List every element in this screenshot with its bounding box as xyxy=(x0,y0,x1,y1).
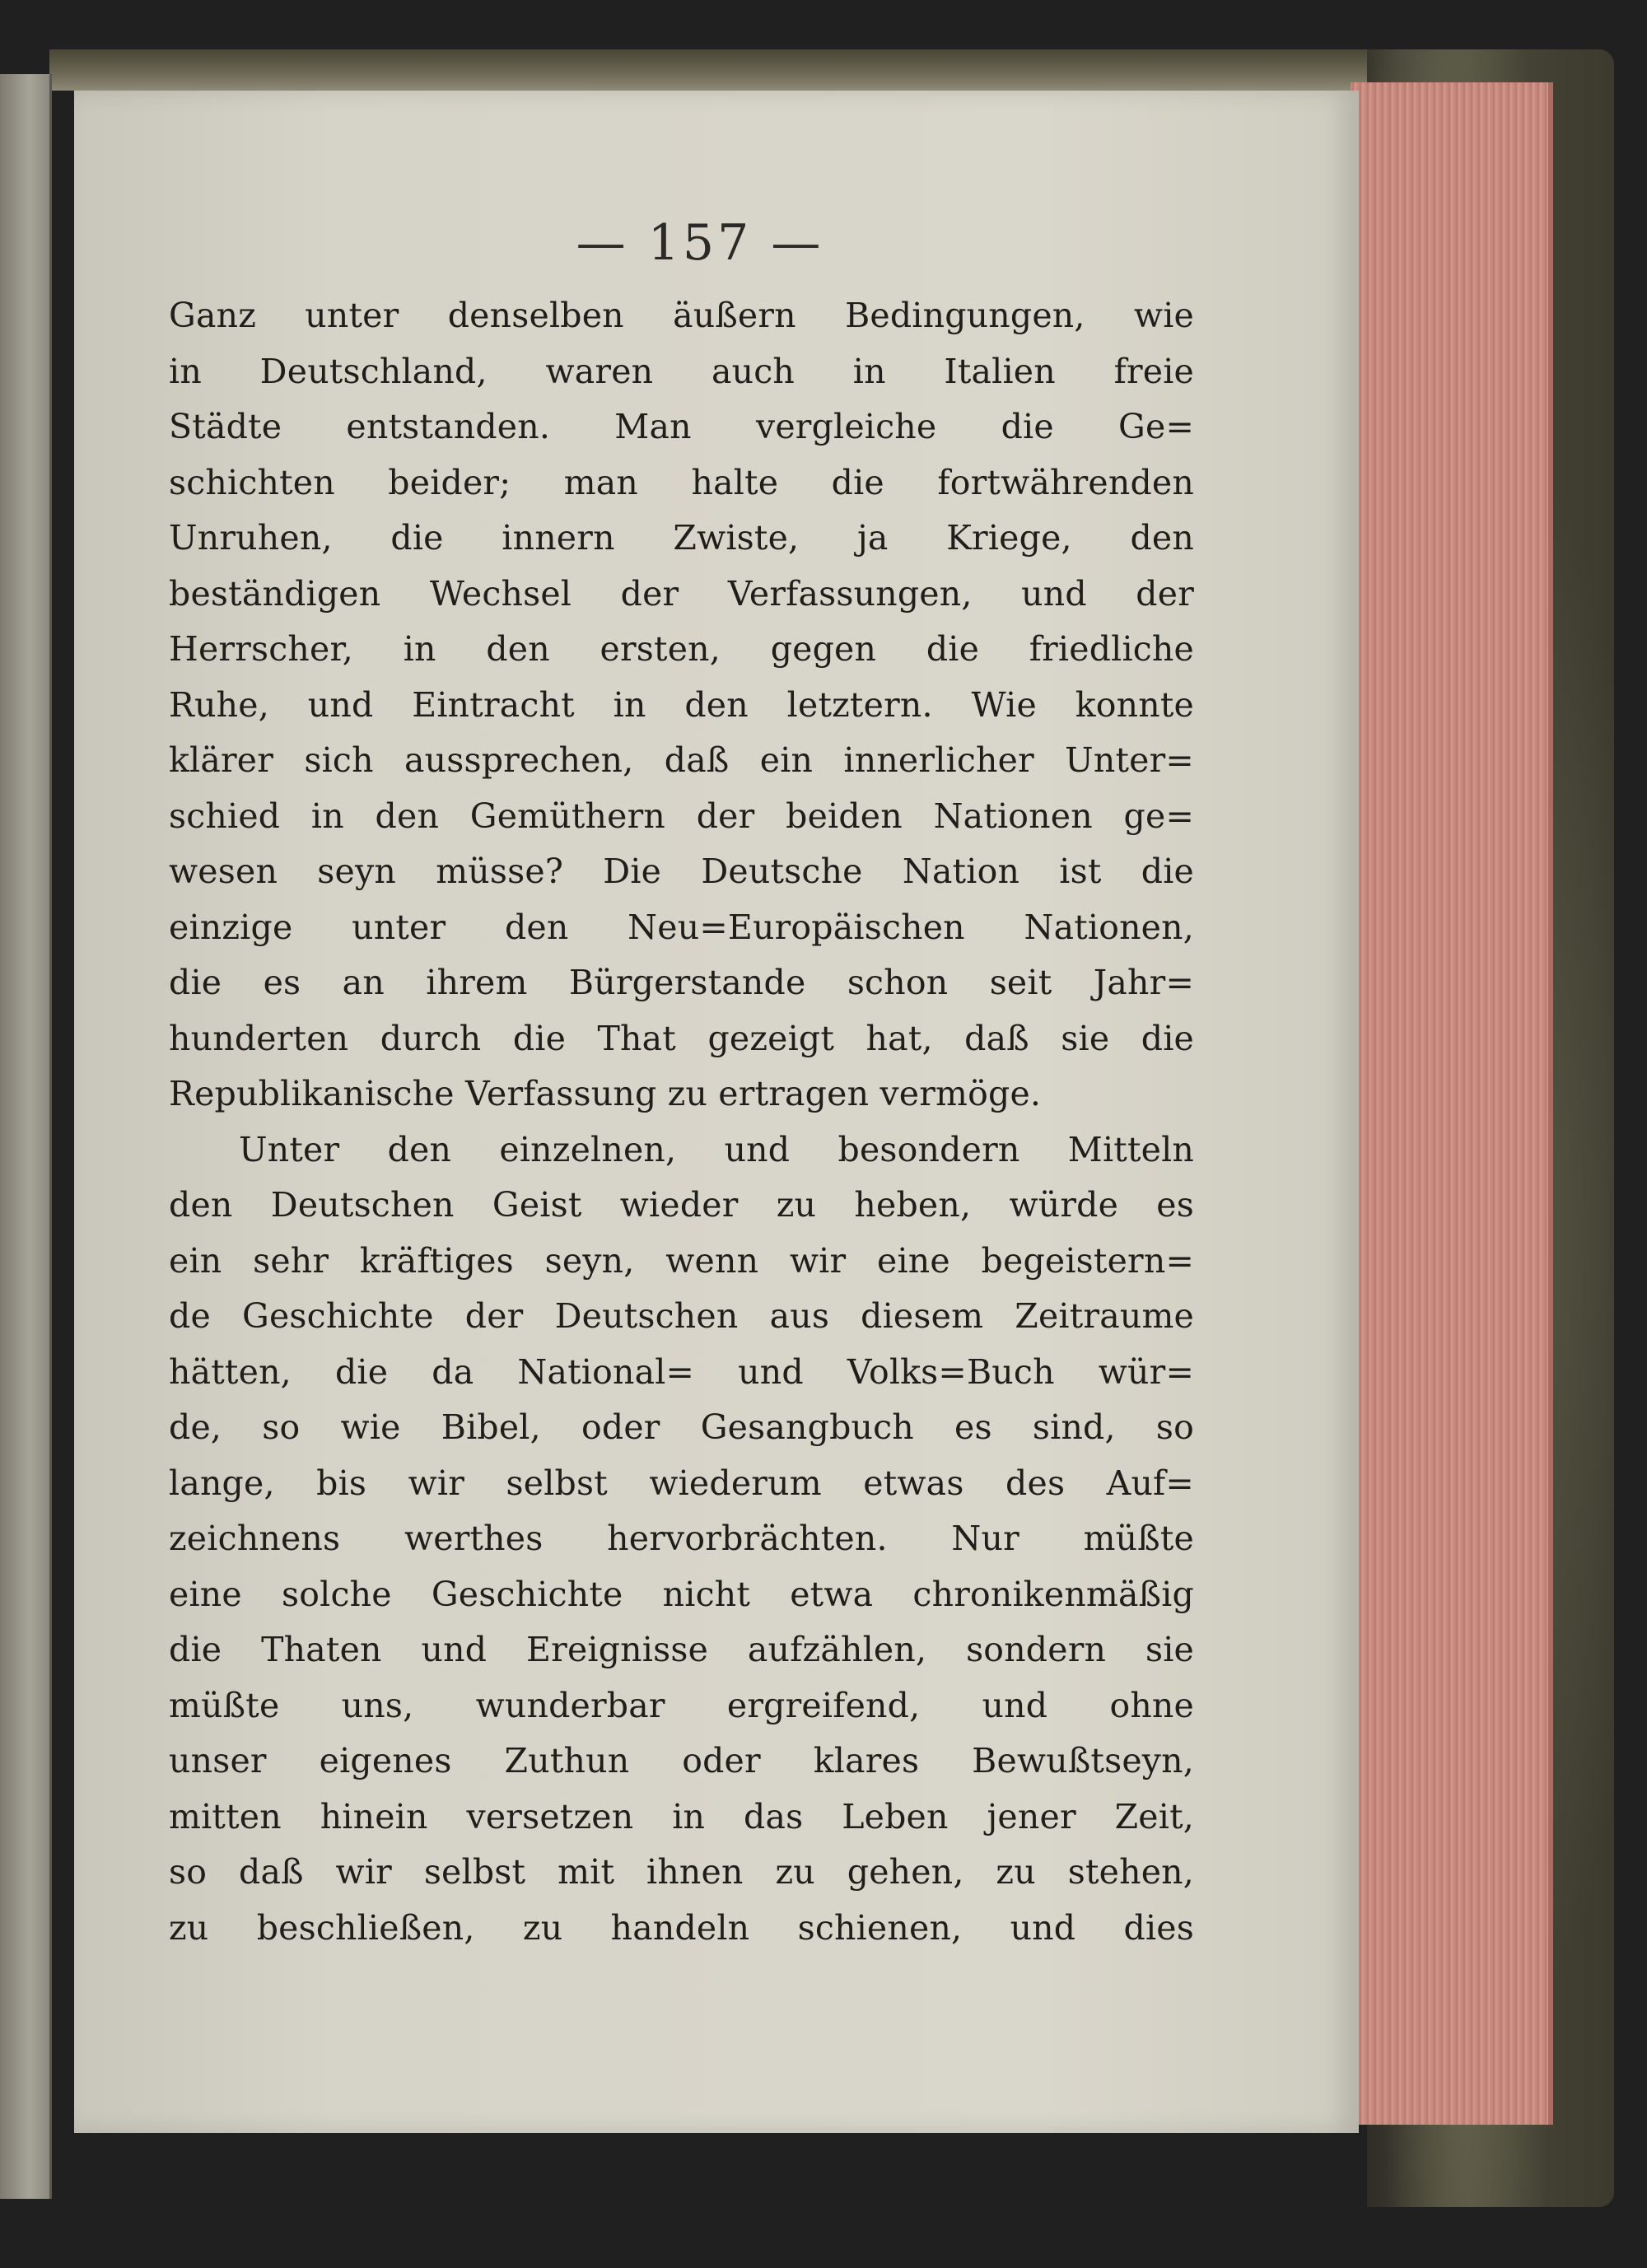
text-line: Herrscher, in den ersten, gegen die friedliche xyxy=(169,629,1194,669)
book-spine-top xyxy=(49,49,1565,91)
text-line: schichten beider; man halte die fortwährenden xyxy=(169,462,1194,502)
text-line: müßte uns, wunderbar ergreifend, und ohne xyxy=(169,1685,1194,1725)
text-line: unser eigenes Zuthun oder klares Bewußtseyn, xyxy=(169,1741,1194,1780)
text-line: Ruhe, und Eintracht in den letztern. Wie konnte xyxy=(169,684,1194,725)
text-line: eine solche Geschichte nicht etwa chronikenmäßig xyxy=(169,1574,1194,1614)
text-line: Ganz unter denselben äußern Bedingungen, wie xyxy=(169,296,1194,335)
text-line: Städte entstanden. Man vergleiche die Ge= xyxy=(169,407,1194,446)
page-edges xyxy=(1351,82,1553,2125)
text-line: die Thaten und Ereignisse aufzählen, sondern sie xyxy=(169,1630,1194,1669)
text-line: in Deutschland, waren auch in Italien freie xyxy=(169,351,1194,391)
text-line: zu beschließen, zu handeln schienen, und dies xyxy=(169,1907,1194,1948)
text-line: Unruhen, die innern Zwiste, ja Kriege, den xyxy=(169,518,1194,558)
body-text xyxy=(169,288,1194,1956)
text-line: hätten, die da National= und Volks=Buch wür= xyxy=(169,1351,1194,1392)
book-page xyxy=(74,91,1359,2133)
text-line: einzige unter den Neu=Europäischen Nationen, xyxy=(169,907,1194,947)
text-line: hunderten durch die That gezeigt hat, daß sie die xyxy=(169,1018,1194,1058)
facing-page-edge xyxy=(0,74,52,2199)
text-line: de, so wie Bibel, oder Gesangbuch es sind, so xyxy=(169,1407,1194,1447)
text-line: Republikanische Verfassung zu ertragen vermöge. xyxy=(169,1074,1042,1113)
text-line: mitten hinein versetzen in das Leben jener Zeit, xyxy=(169,1796,1194,1836)
text-line: Unter den einzelnen, und besondern Mitteln xyxy=(239,1129,1194,1169)
text-line: die es an ihrem Bürgerstande schon seit Jahr= xyxy=(169,963,1194,1002)
text-line: beständigen Wechsel der Verfassungen, und der xyxy=(169,573,1194,614)
text-line: so daß wir selbst mit ihnen zu gehen, zu stehen, xyxy=(169,1852,1194,1892)
text-line: de Geschichte der Deutschen aus diesem Zeitraume xyxy=(169,1296,1194,1336)
text-line: klärer sich aussprechen, daß ein innerlicher Unter= xyxy=(169,740,1194,780)
text-line: schied in den Gemüthern der beiden Nationen ge= xyxy=(169,796,1194,836)
page-number: — 157 — xyxy=(576,214,824,272)
text-line: den Deutschen Geist wieder zu heben, würde es xyxy=(169,1185,1194,1225)
text-line: wesen seyn müsse? Die Deutsche Nation ist die xyxy=(169,852,1194,891)
text-line: lange, bis wir selbst wiederum etwas des Auf= xyxy=(169,1463,1194,1503)
text-line: zeichnens werthes hervorbrächten. Nur müßte xyxy=(169,1519,1194,1558)
text-line: ein sehr kräftiges seyn, wenn wir eine begeistern= xyxy=(169,1240,1194,1281)
